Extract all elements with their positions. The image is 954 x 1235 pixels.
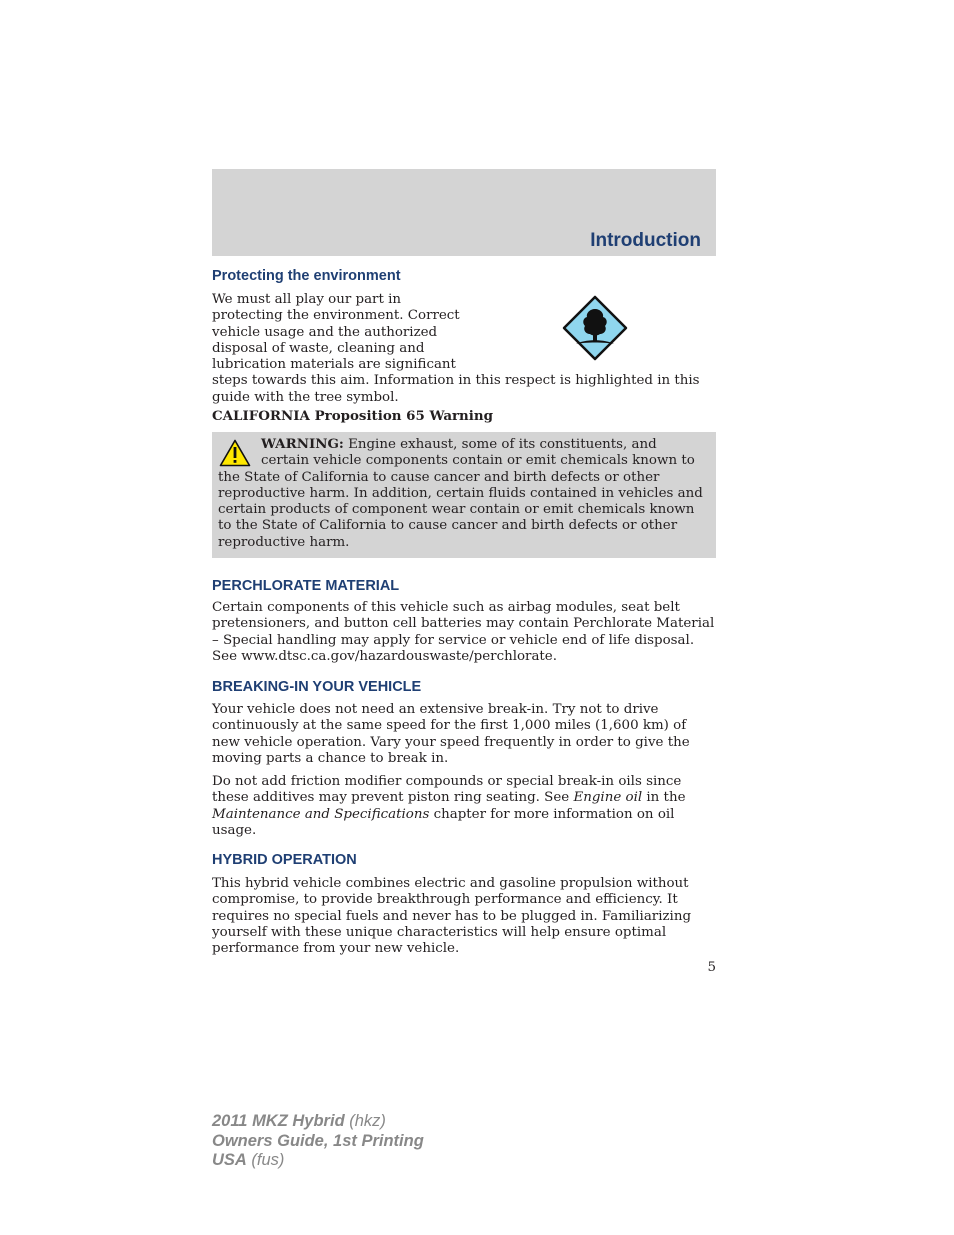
breaking-in-text: chapter for more information on oil (429, 806, 675, 822)
breaking-in-line: moving parts a chance to break in. (212, 750, 449, 766)
breaking-in-line: continuously at the same speed for the first 1,000 miles (1,600 km) of (212, 718, 687, 734)
hybrid-line: This hybrid vehicle combines electric and gasoline propulsion without (212, 876, 689, 891)
warning-line: Engine exhaust, some of its constituents, and (343, 437, 657, 452)
environment-line: guide with the tree symbol. (212, 389, 399, 405)
hybrid-line: performance from your new vehicle. (212, 941, 460, 957)
page-number: 5 (707, 960, 716, 975)
breaking-in-heading: BREAKING-IN YOUR VEHICLE (212, 679, 422, 695)
breaking-in-text: in the (642, 790, 686, 806)
breaking-in-text: these additives may prevent piston ring seating. See (212, 790, 574, 806)
perchlorate-heading: PERCHLORATE MATERIAL (212, 578, 400, 594)
warning-text (218, 436, 712, 551)
environment-line: protecting the environment. Correct (212, 308, 460, 324)
perchlorate-line: – Special handling may apply for service or vehicle end of life disposal. (212, 632, 695, 648)
warning-line: reproductive harm. (218, 534, 350, 550)
breaking-in-paragraph-1 (212, 702, 722, 767)
section-title: Introduction (590, 230, 701, 251)
environment-line: lubrication materials are significant (212, 357, 456, 373)
perchlorate-paragraph (212, 600, 722, 665)
environment-paragraph (212, 292, 712, 406)
footer-printing: Owners Guide, 1st Printing (212, 1131, 424, 1150)
tree-symbol-icon (562, 295, 628, 361)
hybrid-line: compromise, to provide breakthrough performance and efficiency. It (212, 892, 678, 908)
perchlorate-line: See www.dtsc.ca.gov/hazardouswaste/perchlorate. (212, 648, 557, 664)
warning-label: WARNING: (261, 436, 344, 452)
environment-line: vehicle usage and the authorized (212, 324, 438, 340)
footer-market: USA (212, 1151, 247, 1169)
breaking-in-line: new vehicle operation. Vary your speed frequently in order to give the (212, 734, 690, 750)
warning-line: certain vehicle components contain or emit chemicals known to (261, 453, 695, 469)
perchlorate-line: Certain components of this vehicle such as airbag modules, seat belt (212, 600, 680, 615)
breaking-in-paragraph-2 (212, 774, 722, 839)
environment-line: We must all play our part in (212, 292, 401, 307)
breaking-in-line: Your vehicle does not need an extensive break-in. Try not to drive (212, 702, 659, 717)
hybrid-line: yourself with these unique characteristics will help ensure optimal (212, 924, 667, 940)
warning-line: reproductive harm. In addition, certain fluids contained in vehicles and (218, 485, 703, 501)
warning-line: the State of California to cause cancer and birth defects or other (218, 469, 660, 485)
breaking-in-line: Do not add friction modifier compounds or special break-in oils since (212, 774, 682, 789)
perchlorate-line: pretensioners, and button cell batteries may contain Perchlorate Material (212, 616, 715, 632)
document-footer (212, 1112, 424, 1171)
warning-box (212, 432, 716, 558)
maintenance-chapter-reference: Maintenance and Specifications (212, 806, 430, 822)
hybrid-heading: HYBRID OPERATION (212, 852, 357, 868)
breaking-in-line: usage. (212, 822, 257, 838)
hybrid-line: requires no special fuels and never has to be plugged in. Familiarizing (212, 908, 692, 924)
footer-market-code: (fus) (246, 1151, 285, 1169)
hybrid-paragraph (212, 876, 722, 957)
section-header-band (212, 169, 716, 256)
footer-model: 2011 MKZ Hybrid (212, 1112, 345, 1130)
warning-line: to the State of California to cause cancer and birth defects or other (218, 518, 678, 534)
environment-line: disposal of waste, cleaning and (212, 340, 425, 356)
footer-model-code: (hkz) (344, 1112, 386, 1130)
environment-heading: Protecting the environment (212, 268, 401, 284)
engine-oil-reference: Engine oil (573, 790, 643, 806)
warning-line: certain products of component wear contain or emit chemicals known (218, 502, 695, 518)
environment-line: steps towards this aim. Information in this respect is highlighted in this (212, 373, 700, 389)
california-heading: CALIFORNIA Proposition 65 Warning (212, 408, 493, 424)
